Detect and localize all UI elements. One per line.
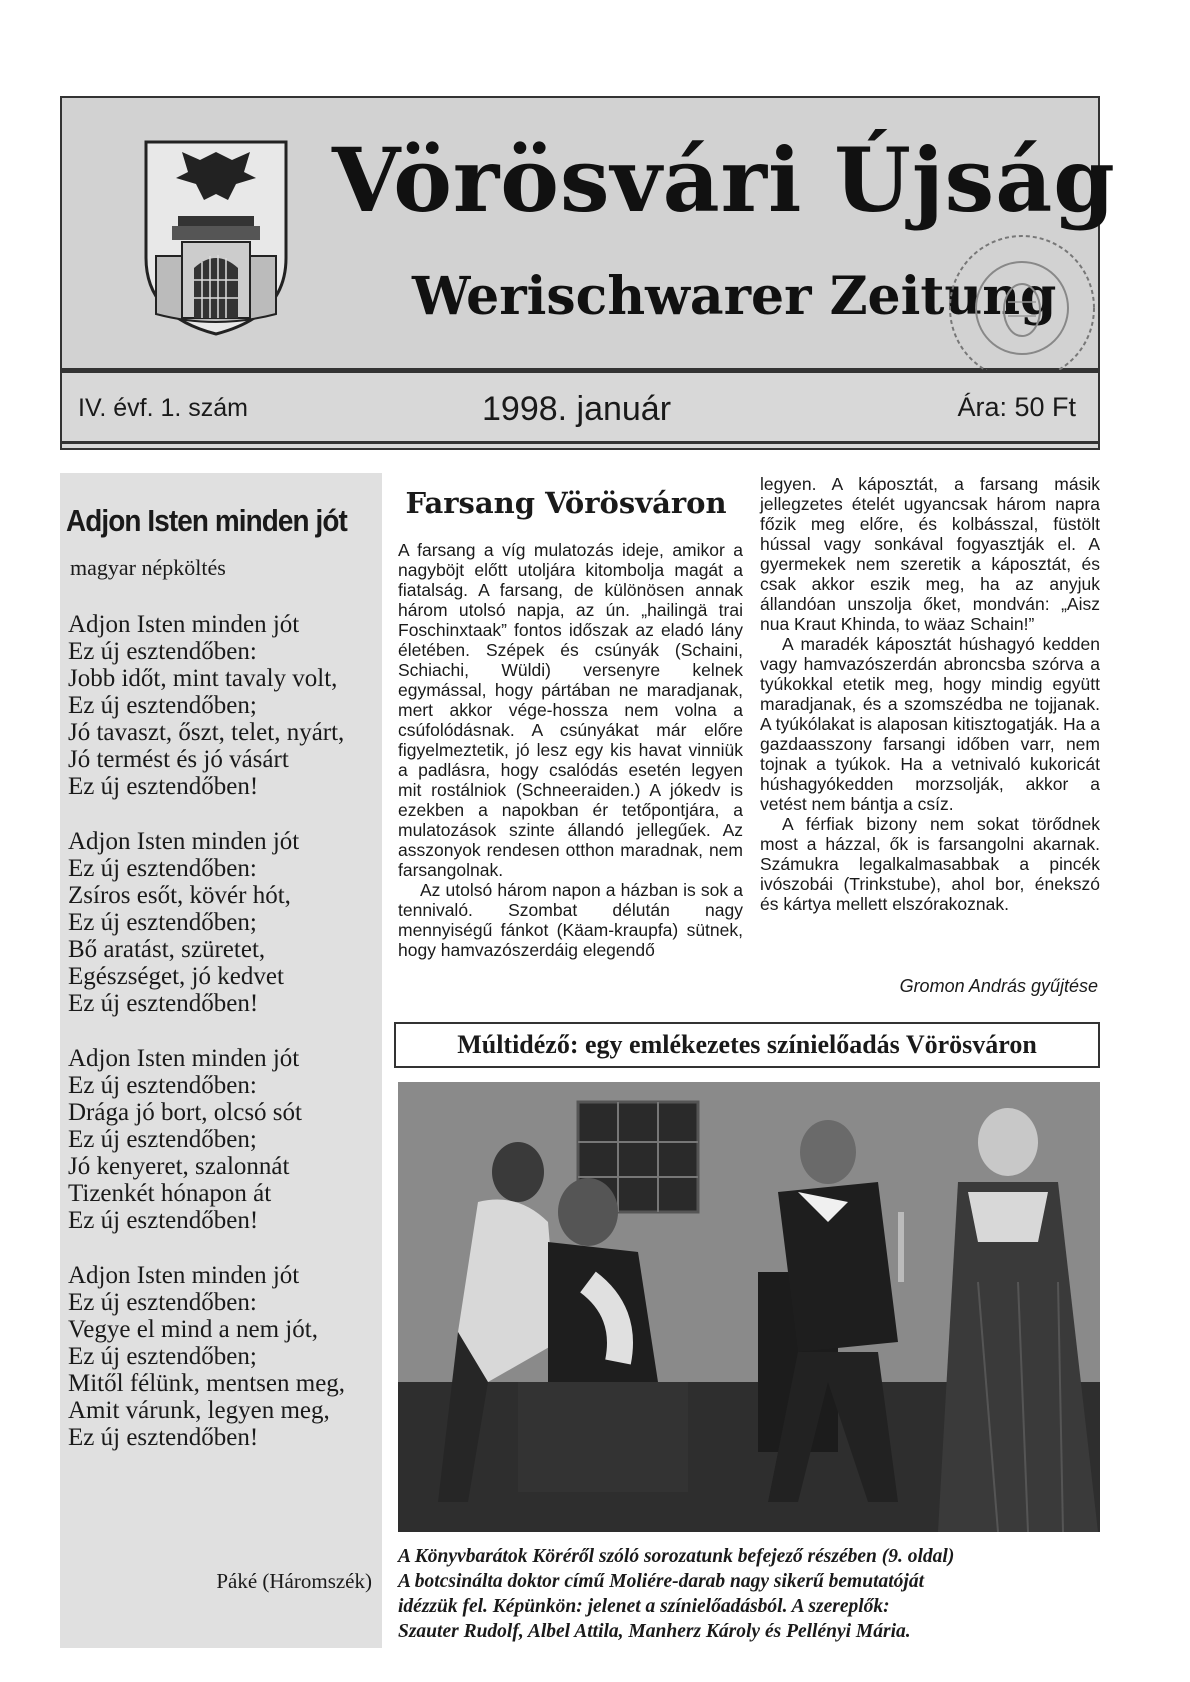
masthead — [60, 96, 1116, 370]
poem-author: Páké (Háromszék) — [216, 1569, 372, 1593]
poem-line: Zsíros esőt, kövér hót, — [68, 882, 291, 909]
newspaper-title: Vörösvári Újság — [332, 128, 1116, 232]
poem-line: Vegye el mind a nem jót, — [68, 1316, 318, 1343]
poem-line: Ez új esztendőben: — [68, 855, 257, 882]
poem-line: Jobb időt, mint tavaly volt, — [68, 665, 338, 692]
poem-line: Mitől félünk, mentsen meg, — [68, 1370, 346, 1397]
poem-stanza — [68, 1045, 382, 1234]
poem-stanza — [68, 1262, 382, 1451]
article-byline: Gromon András gyűjtése — [899, 976, 1098, 996]
article-paragraph: Az utolsó három napon a házban is sok a tennivaló. Szombat délután nagy mennyiségű fánkot (Käam-kraupfa) sütnek, hogy hamvazószerdáig elegendő — [398, 880, 743, 960]
issue-date: 1998. január — [482, 390, 672, 428]
photo-caption — [398, 1544, 1100, 1644]
poem-stanza — [68, 611, 382, 800]
poem-title: Adjon Isten minden jót — [66, 503, 347, 538]
article-paragraph: A maradék káposztát húshagyó kedden vagy hamvazószerdán abroncsba szórva a tyúkokkal etetik meg, hogy mindig együtt maradjanak, és a szomszédba ne tojjanak. A tyúkólakat is alaposan kitisztogatják. Ha a gazdaasszony farsangi időben varr, nem tojnak a tyúkok. Ha a vetnivaló kukoricát húshagyókedden morzsolják, akkor a vetést nem bántja a csíz. — [760, 634, 1100, 814]
poem-line: Adjon Isten minden jót — [68, 1045, 300, 1072]
poem-line: Adjon Isten minden jót — [68, 828, 300, 855]
rule-top — [62, 370, 1098, 373]
poem-line: Amit várunk, legyen meg, — [68, 1397, 330, 1424]
poem-stanzas — [66, 611, 382, 1451]
poem-line: Drága jó bort, olcsó sót — [68, 1099, 302, 1126]
article-paragraph: A férfiak bizony nem sokat törődnek most a házzal, ők is farsangolni akarnak. Számukra legalkalmasabbak a pincék ivószobái (Trinkstube), ahol bor, énekszó és kártya mellett elszórakoznak. — [760, 814, 1100, 914]
poem-line: Jó termést és jó vásárt — [68, 746, 289, 773]
caption-line: A Könyvbarátok Köréről szóló sorozatunk befejező részében (9. oldal) — [398, 1546, 955, 1567]
poem-line: Ez új esztendőben! — [68, 1424, 259, 1451]
newspaper-subtitle: Werischwarer Zeitung — [412, 266, 1057, 327]
poem-line: Egészséget, jó kedvet — [68, 963, 284, 990]
theatre-scene-photo — [398, 1082, 1100, 1532]
poem-line: Ez új esztendőben; — [68, 1343, 257, 1370]
coat-of-arms-icon — [142, 138, 290, 338]
poem-line: Ez új esztendőben; — [68, 909, 257, 936]
poem-line: Tizenkét hónapon át — [68, 1180, 272, 1207]
poem-stanza — [68, 828, 382, 1017]
article-paragraph: legyen. A káposztát, a farsang másik jellegzetes ételét ugyancsak három napra főzik meg előre, és kolbásszal, füstölt hússal vagy sonkával fogyasztják el. A gyermekek nem szeretik a káposztát, és csak akkor eszik meg, ha az anyjuk állandóan unszolja őket, mondván: „Aisz nua Kraut Khinda, to wäaz Schain!” — [760, 474, 1100, 634]
poem-line: Ez új esztendőben: — [68, 1289, 257, 1316]
poem-line: Ez új esztendőben! — [68, 990, 259, 1017]
poem-line: Ez új esztendőben: — [68, 1072, 257, 1099]
poem-line: Jó kenyeret, szalonnát — [68, 1153, 290, 1180]
issue-bar — [60, 370, 1100, 450]
issue-number: IV. évf. 1. szám — [78, 394, 248, 422]
poem-line: Ez új esztendőben: — [68, 638, 257, 665]
poem-line: Bő aratást, szüretet, — [68, 936, 266, 963]
caption-line: idézzük fel. Képünkön: jelenet a színielőadásból. A szereplők: — [398, 1596, 890, 1617]
poem-line: Adjon Isten minden jót — [68, 1262, 300, 1289]
poem-line: Jó tavaszt, őszt, telet, nyárt, — [68, 719, 345, 746]
poem-box — [60, 473, 382, 1648]
article-column-1 — [398, 540, 743, 960]
poem-subtitle: magyar népköltés — [70, 555, 226, 580]
poem-line: Adjon Isten minden jót — [68, 611, 300, 638]
caption-line: Szauter Rudolf, Albel Attila, Manherz Károly és Pellényi Mária. — [398, 1621, 911, 1642]
article-column-2 — [760, 474, 1100, 914]
poem-line: Ez új esztendőben; — [68, 692, 257, 719]
article-title: Farsang Vörösváron — [405, 486, 727, 520]
poem-line: Ez új esztendőben! — [68, 773, 259, 800]
article-paragraph: A farsang a víg mulatozás ideje, amikor a nagyböjt előtt utoljára kitombolja magát a fiatalság. A farsang, de különösen annak három utolsó napja, az ún. „hailingä trai Foschinxtaak” fontos időszak az eladó lány életében. Szépek és csúnyák (Schaini, Schiachi, Wüldi) versenyre kelnek egymással, hogy pártában ne maradjanak, mert akkor vége-hossza nem volna a csúfolódásnak. A csúnyákat már előre figyelmeztetik, jó lesz egy kis havat vinniük a padlásra, hogy csalódás esetén legyen mit rostálniok (Schneeraiden.) A jókedv is ezekben a napokban ér tetőpontjára, a mulatozások szinte állandó jellegűek. Az asszonyok rendesen otthon maradnak, nem farsangolnak. — [398, 540, 743, 880]
library-stamp-icon — [942, 228, 1102, 388]
caption-line: A botcsinálta doktor című Moliére-darab nagy sikerű bemutatóját — [398, 1571, 924, 1592]
rule-bottom — [62, 441, 1098, 444]
rule-bottom-thin — [62, 448, 1098, 450]
retro-heading: Múltidéző: egy emlékezetes színielőadás Vörösváron — [394, 1022, 1100, 1068]
issue-price: Ára: 50 Ft — [957, 392, 1076, 422]
poem-line: Ez új esztendőben; — [68, 1126, 257, 1153]
poem-line: Ez új esztendőben! — [68, 1207, 259, 1234]
